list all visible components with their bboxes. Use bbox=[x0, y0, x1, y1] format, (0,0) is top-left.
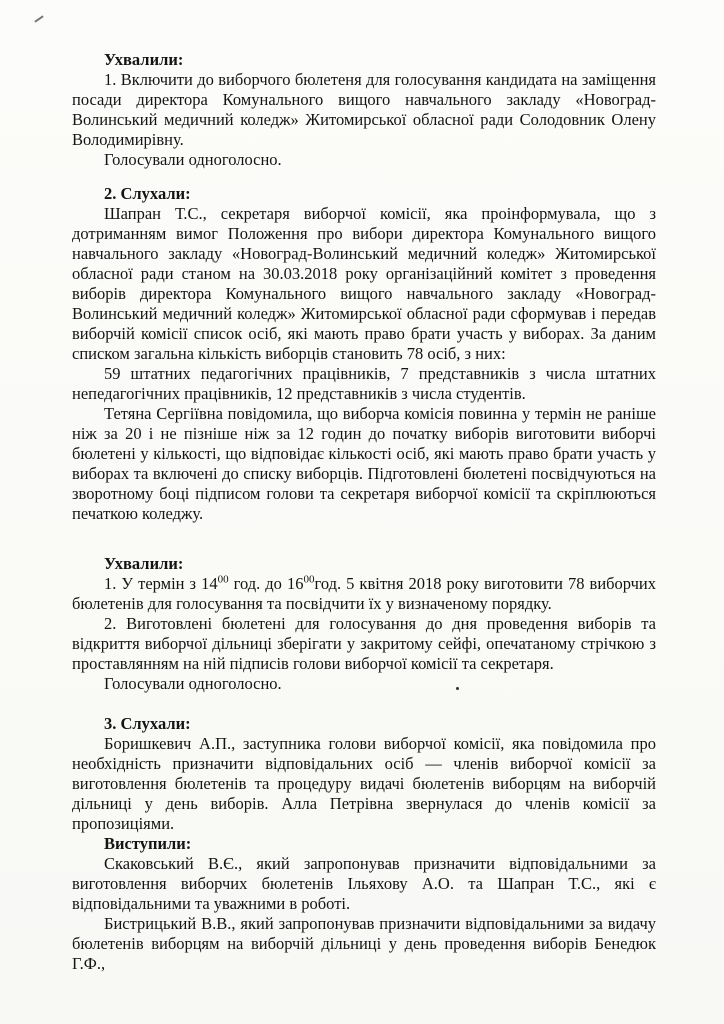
decision-1-part-b: год. до 16 bbox=[228, 574, 304, 593]
decision-1-sup-2: 00 bbox=[303, 573, 315, 586]
section1-decision-1: 1. Включити до виборчого бюлетеня для голосування кандидата на заміщення посади директора Комунального вищого навчального закладу «Новоград-Волинський медичний коледж» Житомирської обласної ради Солодовник Олену Володимирівну. bbox=[72, 70, 656, 149]
decision-1-part-c: год. 5 квітня 2018 року виготовити 78 виборчих бюлетенів для голосування та посвідчити їх у визначеному порядку. bbox=[72, 574, 657, 613]
section2-paragraph-2: 59 штатних педагогічних працівників, 7 представників з числа штатних непедагогічних працівників, 12 представників з числа студентів. bbox=[72, 364, 656, 403]
section2-ukhvalyly-heading: Ухвалили: bbox=[104, 554, 184, 573]
decision-1-part-a: 1. У термін з 14 bbox=[104, 574, 218, 593]
section2-paragraph-3: Тетяна Сергіївна повідомила, що виборча комісія повинна у термін не раніше ніж за 20 і не пізніше ніж за 12 годин до початку виборів виготовити виборчі бюлетені у кількості, що відповідає кількості осіб, які мають право брати участь у виборах та включені до списку виборців. Підготовлені бюлетені посвідчуються на зворотному боці підписом голови та секретаря виборчої комісії та скріплюються печаткою коледжу. bbox=[72, 404, 656, 523]
section1-vote: Голосували одноголосно. bbox=[104, 150, 282, 169]
section2-vote: Голосували одноголосно. bbox=[104, 674, 282, 693]
decision-1-sup-1: 00 bbox=[217, 573, 229, 586]
scan-mark bbox=[34, 15, 43, 22]
document-body bbox=[72, 50, 656, 974]
section2-decision-2: 2. Виготовлені бюлетені для голосування до дня проведення виборів та відкриття виборчої дільниці зберігати у закритому сейфі, опечатаному стрічкою з проставлянням на ній підписів голови виборчої комісії та секретаря. bbox=[72, 614, 656, 673]
section2-decision-1 bbox=[72, 574, 656, 614]
section2-heading: 2. Слухали: bbox=[104, 184, 191, 203]
section3-heading: 3. Слухали: bbox=[104, 714, 191, 733]
section3-paragraph-1: Боришкевич А.П., заступника голови виборчої комісії, яка повідомила про необхідність призначити відповідальних осіб — членів виборчої комісії за виготовлення бюлетенів та процедуру видачі бюлетенів виборцям на виборчій дільниці у день виборів. Алла Петрівна звернулася до членів комісії за пропозиціями. bbox=[72, 734, 656, 833]
ink-dot bbox=[456, 687, 459, 690]
section3-vystupyly-heading: Виступили: bbox=[104, 834, 192, 853]
section3-paragraph-3: Бистрицький В.В., який запропонував призначити відповідальними за видачу бюлетенів виборцям на виборчій дільниці у день проведення виборів Бенедюк Г.Ф., bbox=[72, 914, 656, 973]
section3-paragraph-2: Скаковський В.Є., який запропонував призначити відповідальними за виготовлення виборчих бюлетенів Ільяхову А.О. та Шапран Т.С., які є відповідальними та уважними в роботі. bbox=[72, 854, 656, 913]
section1-ukhvalyly-heading: Ухвалили: bbox=[104, 50, 184, 69]
section2-paragraph-1: Шапран Т.С., секретаря виборчої комісії, яка проінформувала, що з дотриманням вимог Положення про вибори директора Комунального вищого навчального закладу «Новоград-Волинський медичний коледж» Житомирської обласної ради станом на 30.03.2018 року організаційний комітет з проведення виборів директора Комунального вищого навчального закладу «Новоград-Волинський медичний коледж» Житомирської обласної ради сформував і передав виборчій комісії список осіб, які мають право брати участь у виборах. За даним списком загальна кількість виборців становить 78 осіб, з них: bbox=[72, 204, 656, 363]
